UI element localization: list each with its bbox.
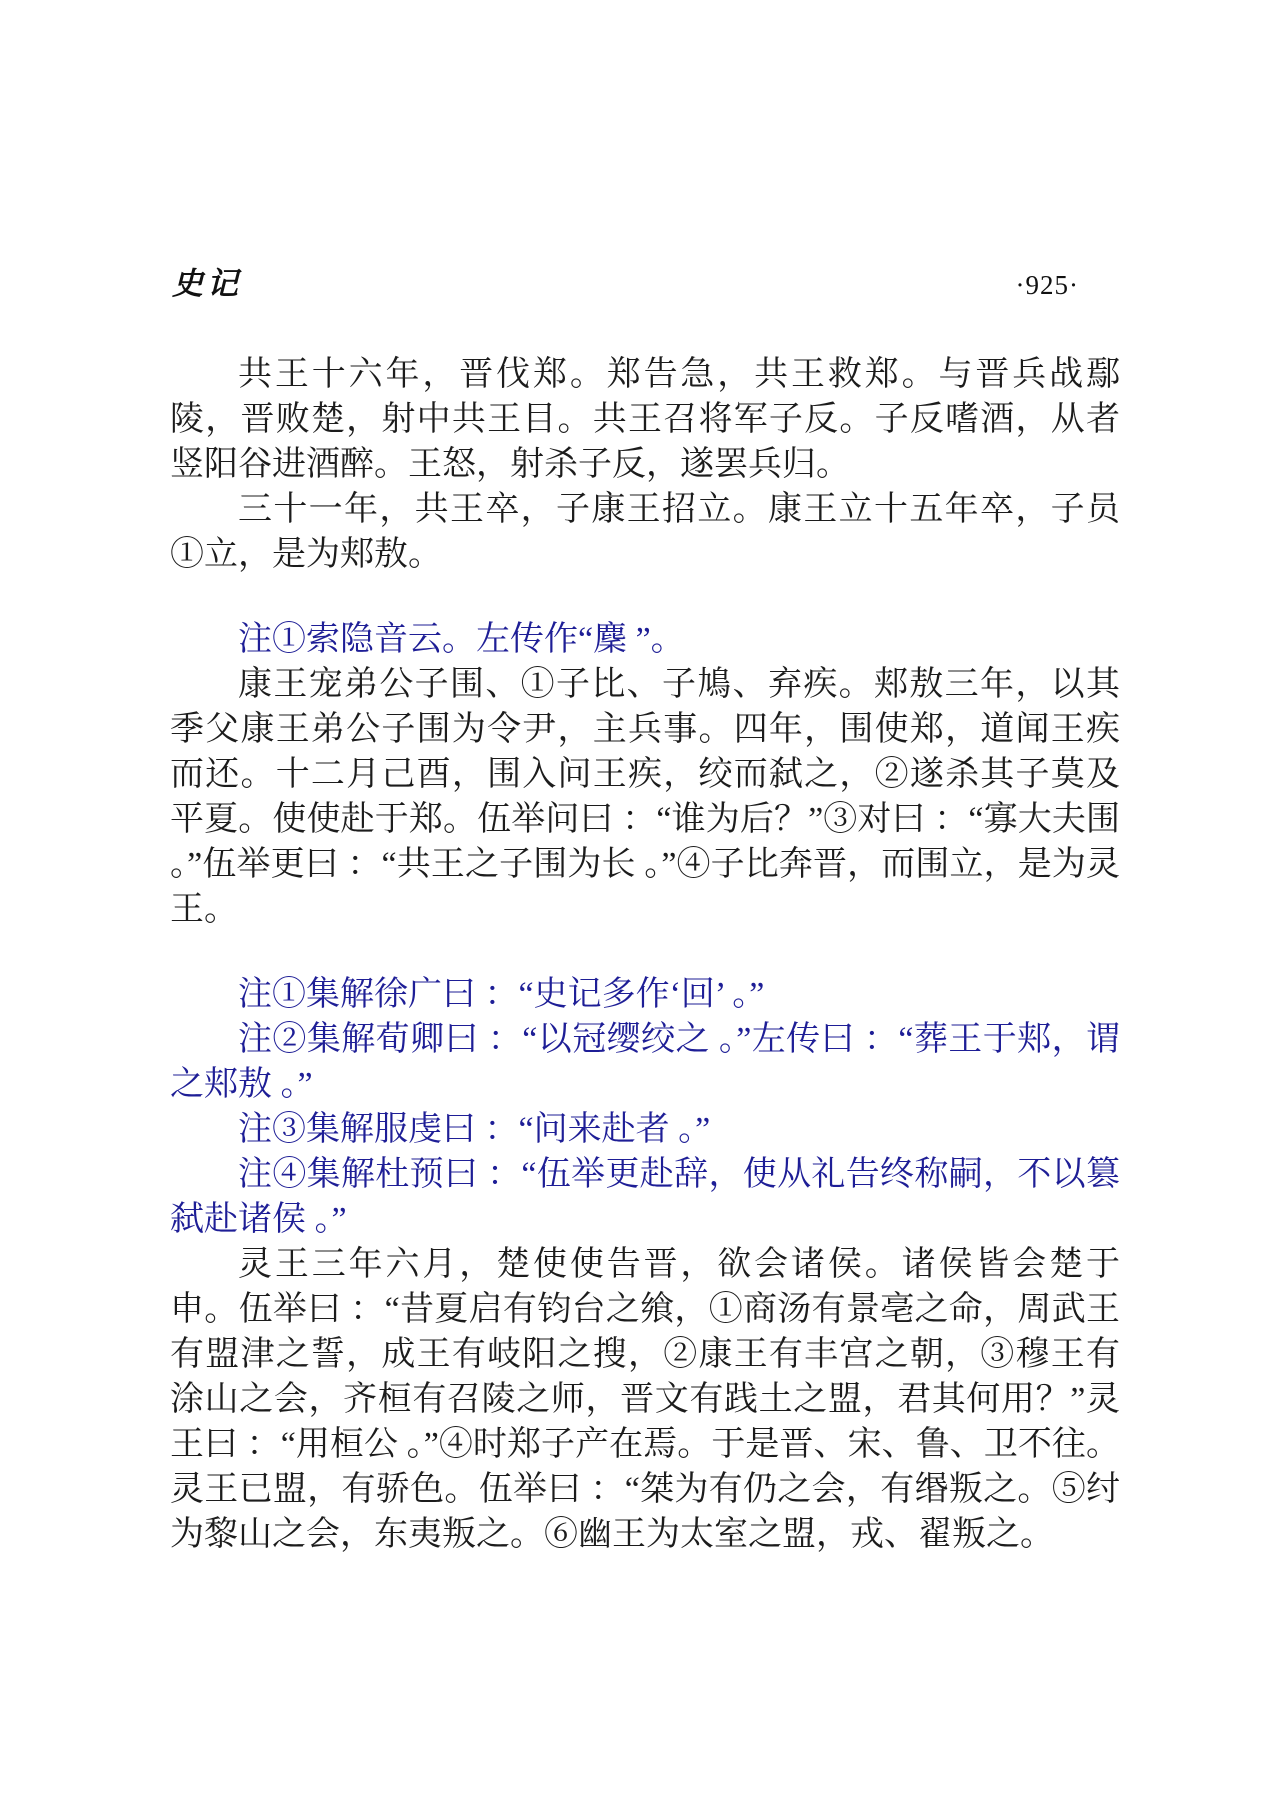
- note-jijie-3: 注③集解服虔曰 ：“问来赴者 。”: [238, 1111, 711, 1148]
- paragraph-gongwang-year31: 三十一年，共王卒，子康王招立。康王立十五年卒，子员①立，是为郏敖。: [170, 491, 1120, 573]
- paragraph-lingwang-year3: 灵王三年六月，楚使使告晋，欲会诸侯。诸侯皆会楚于申。伍举曰 ：“昔夏启有钧台之飨，①商汤有景亳之命，周武王有盟津之誓，成王有岐阳之搜，②康王有丰宫之朝，③穆王有涂山之会，齐桓有召陵之师，晋文有践土之盟，君其何用？”灵王曰 ：“用桓公 。”④时郑子产在焉。于是晋、宋、鲁、卫不往。灵王已盟，有骄色。伍举曰 ：“桀为有仍之会，有缗叛之。⑤纣为黎山之会，东夷叛之。⑥幽王为太室之盟，戎、翟叛之。: [170, 1246, 1120, 1553]
- note-jijie-1: 注①集解徐广曰 ：“史记多作‘回’ 。”: [238, 976, 765, 1013]
- note-suoyin-1: 注①索隐音云。左传作“麇 ”。: [238, 621, 685, 658]
- paragraph-gongwang-year16: 共王十六年，晋伐郑。郑告急，共王救郑。与晋兵战鄢陵，晋败楚，射中共王目。共王召将军子反。子反嗜酒，从者竖阳谷进酒醉。王怒，射杀子反，遂罢兵归。: [170, 356, 1120, 483]
- note-jijie-4: 注④集解杜预曰 ：“伍举更赴辞，使从礼告终称嗣，不以篡弑赴诸侯 。”: [170, 1156, 1120, 1238]
- page-header: [172, 258, 1097, 303]
- page-content: [170, 352, 1120, 1557]
- paragraph-kangwang-brothers: 康王宠弟公子围、①子比、子鳩、弃疾。郏敖三年，以其季父康王弟公子围为令尹，主兵事。四年，围使郑，道闻王疾而还。十二月己酉，围入问王疾，绞而弑之，②遂杀其子莫及平夏。使使赴于郑。伍举问曰 ：“谁为后？”③对曰 ：“寡大夫围 。”伍举更曰 ：“共王之子围为长 。”④子比奔晋，而围立，是为灵王。: [170, 666, 1120, 928]
- note-jijie-2: 注②集解荀卿曰 ：“以冠缨绞之 。”左传曰 ：“葬王于郏，谓之郏敖 。”: [170, 1021, 1120, 1103]
- book-title: 史记: [172, 266, 242, 301]
- page-number: ·925·: [1015, 270, 1079, 300]
